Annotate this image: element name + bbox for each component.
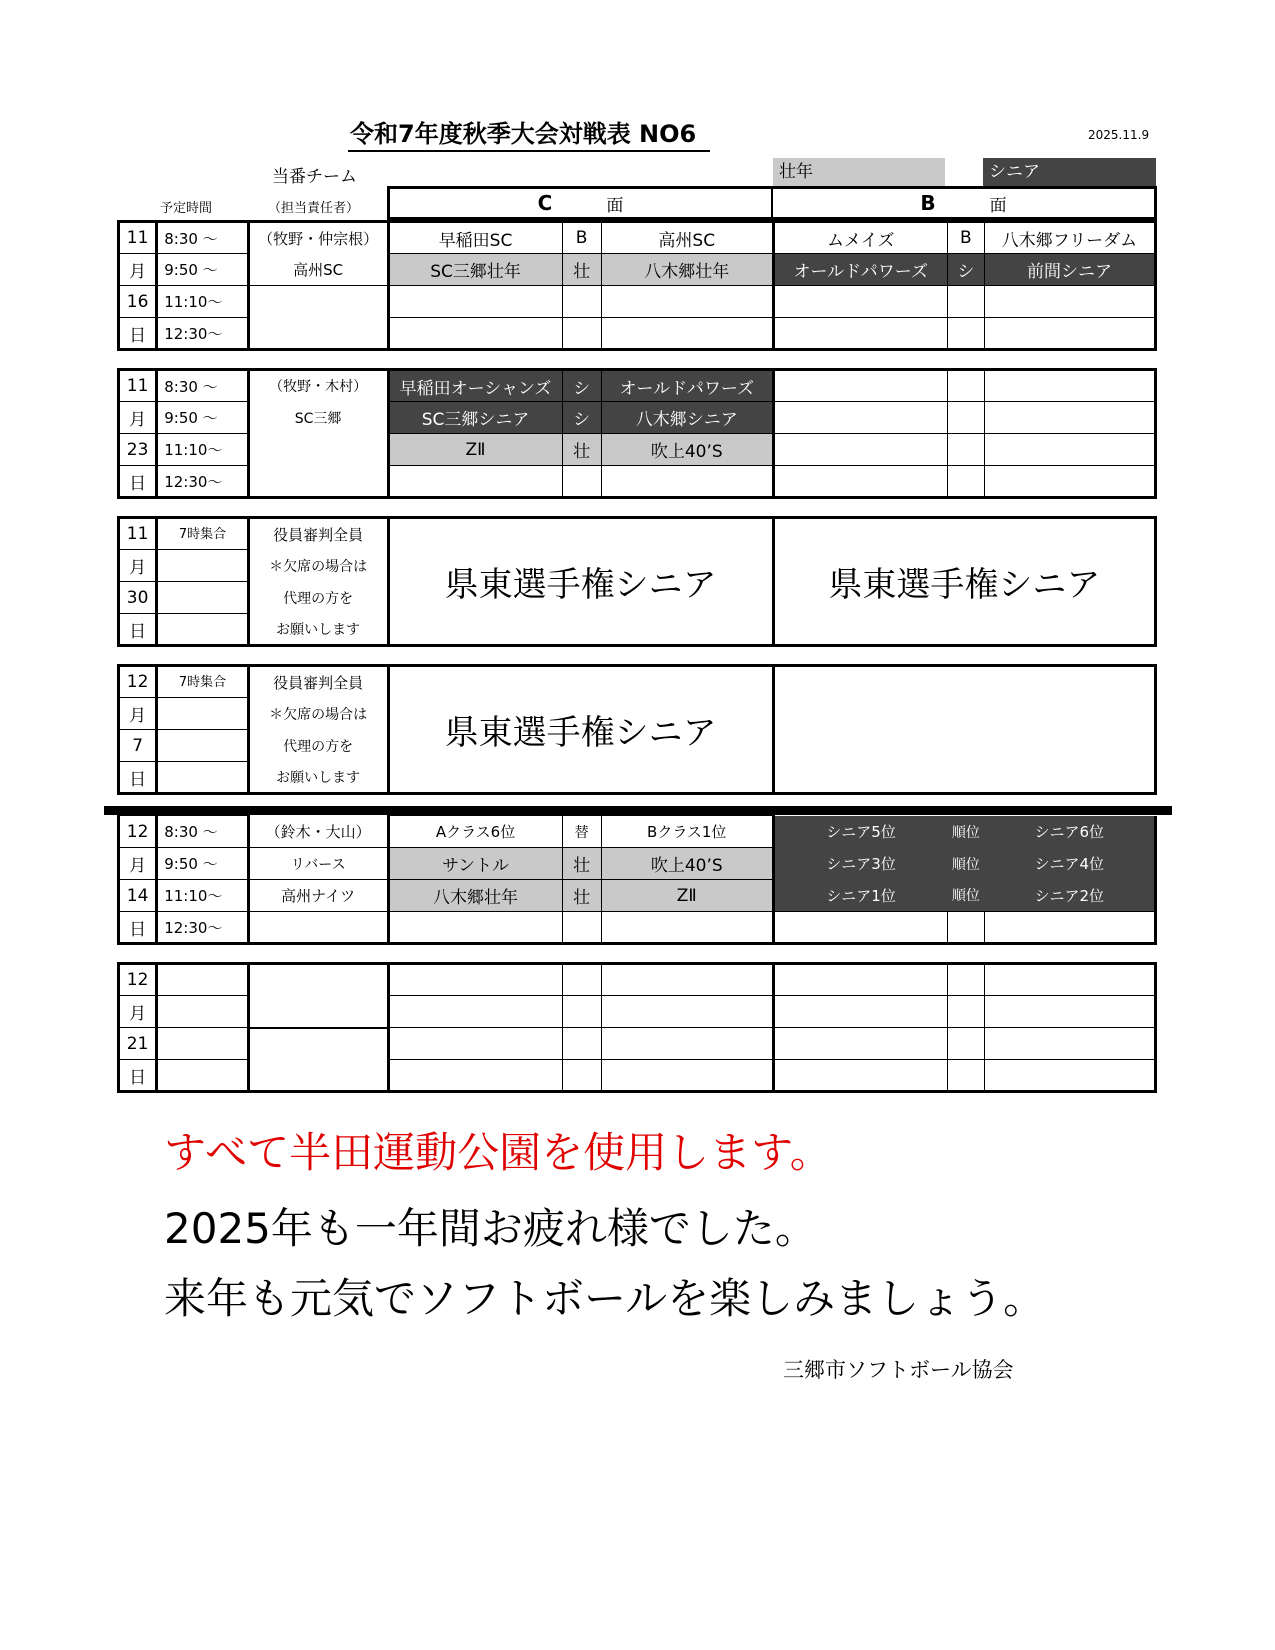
team-cell: シニア2位: [984, 880, 1155, 912]
match-type-cell: [562, 912, 601, 944]
team-cell: [601, 912, 773, 944]
notes-cell: 役員審判全員: [248, 518, 388, 550]
team-cell: [984, 1060, 1155, 1092]
match-type-cell: 替: [562, 816, 601, 848]
match-type-cell: [562, 466, 601, 498]
team-cell: [773, 1028, 947, 1060]
team-cell: [984, 318, 1155, 350]
match-type-cell: [947, 1060, 984, 1092]
date-cell: 14: [119, 880, 157, 912]
match-type-cell: [562, 1028, 601, 1060]
team-cell: ZⅡ: [601, 880, 773, 912]
event-cell: 県東選手権シニア: [388, 518, 773, 646]
match-type-cell: B: [562, 222, 601, 254]
team-cell: [388, 964, 562, 996]
match-type-cell: 壮: [562, 848, 601, 880]
match-type-cell: [947, 466, 984, 498]
table-row: [119, 912, 1156, 944]
date-cell: 12: [119, 666, 157, 698]
time-cell: [157, 614, 249, 646]
team-cell: [773, 1060, 947, 1092]
time-cell: [157, 1028, 249, 1060]
match-type-cell: [562, 964, 601, 996]
notes-cell: 役員審判全員: [248, 666, 388, 698]
date-cell: 21: [119, 1028, 157, 1060]
match-type-cell: [947, 1028, 984, 1060]
time-cell: 11:10～: [157, 434, 249, 466]
table-row: [119, 286, 1156, 318]
table-row: [119, 518, 1156, 550]
table-row: [119, 666, 1156, 698]
date-cell: 日: [119, 466, 157, 498]
date-cell: 11: [119, 222, 157, 254]
match-type-cell: [562, 286, 601, 318]
match-type-cell: [947, 286, 984, 318]
table-row: [119, 222, 1156, 254]
match-type-cell: シ: [562, 370, 601, 402]
schedule-block-nov16: [117, 220, 1157, 351]
team-cell: [388, 1060, 562, 1092]
responsible-cell: [248, 286, 388, 350]
match-type-cell: 壮: [562, 880, 601, 912]
court-header: [387, 186, 1157, 220]
court-c-suffix: 面: [606, 195, 624, 216]
team-cell: [601, 964, 773, 996]
team-cell: [601, 996, 773, 1028]
responsible-cell: [248, 466, 388, 498]
date-cell: 日: [119, 318, 157, 350]
responsible-label: （担当責任者）: [268, 201, 360, 216]
match-type-cell: [947, 964, 984, 996]
match-type-cell: [947, 996, 984, 1028]
time-cell: [157, 762, 249, 794]
date-cell: 16: [119, 286, 157, 318]
gather-time-cell: 7時集合: [157, 518, 249, 550]
time-cell: [157, 698, 249, 730]
team-cell: [984, 466, 1155, 498]
team-cell: [388, 912, 562, 944]
time-cell: [157, 996, 249, 1028]
responsible-cell: [248, 964, 388, 1028]
schedule-block-nov23: [117, 368, 1157, 499]
time-cell: [157, 582, 249, 614]
team-cell: ZⅡ: [388, 434, 562, 466]
team-cell: [388, 466, 562, 498]
match-type-cell: [562, 1060, 601, 1092]
time-cell: 11:10～: [157, 286, 249, 318]
time-cell: 8:30 ～: [157, 370, 249, 402]
table-row: [119, 848, 1156, 880]
court-c-letter: C: [537, 191, 553, 215]
responsible-cell: [248, 1028, 388, 1092]
match-type-cell: 壮: [562, 434, 601, 466]
date-cell: 月: [119, 402, 157, 434]
match-type-cell: 順位: [947, 848, 984, 880]
date-cell: 月: [119, 848, 157, 880]
team-cell: Bクラス1位: [601, 816, 773, 848]
table-row: [119, 370, 1156, 402]
team-cell: [984, 996, 1155, 1028]
notes-cell: お願いします: [248, 762, 388, 794]
responsible-cell: SC三郷: [248, 402, 388, 434]
table-row: [119, 254, 1156, 286]
time-cell: 9:50 ～: [157, 848, 249, 880]
time-cell: 12:30～: [157, 318, 249, 350]
responsible-cell: リバース: [248, 848, 388, 880]
team-cell: [773, 318, 947, 350]
issue-date: 2025.11.9: [1088, 128, 1150, 142]
team-cell: [773, 912, 947, 944]
event-cell: 県東選手権シニア: [773, 518, 1155, 646]
table-row: [119, 434, 1156, 466]
page-title: 令和7年度秋季大会対戦表 NO6: [348, 120, 710, 152]
notes-cell: 代理の方を: [248, 582, 388, 614]
date-cell: 月: [119, 996, 157, 1028]
table-row: [119, 964, 1156, 996]
match-type-cell: [947, 434, 984, 466]
event-cell: [773, 666, 1155, 794]
match-type-cell: 壮: [562, 254, 601, 286]
court-b-header: [773, 189, 1154, 217]
table-row: [119, 880, 1156, 912]
team-cell: [984, 402, 1155, 434]
date-cell: 日: [119, 912, 157, 944]
legend-mature: 壮年: [773, 158, 945, 186]
court-b-suffix: 面: [989, 195, 1007, 216]
match-type-cell: シ: [947, 254, 984, 286]
notes-cell: ＊欠席の場合は: [248, 698, 388, 730]
responsible-cell: （牧野・仲宗根）: [248, 222, 388, 254]
table-row: [119, 816, 1156, 848]
team-cell: [984, 370, 1155, 402]
date-cell: 月: [119, 698, 157, 730]
team-cell: [984, 286, 1155, 318]
scheduled-time-label: 予定時間: [160, 201, 213, 216]
time-cell: [157, 964, 249, 996]
date-cell: 30: [119, 582, 157, 614]
time-cell: 12:30～: [157, 466, 249, 498]
team-cell: [601, 1060, 773, 1092]
court-c-header: [390, 189, 773, 217]
team-cell: Aクラス6位: [388, 816, 562, 848]
notes-cell: ＊欠席の場合は: [248, 550, 388, 582]
team-cell: [601, 466, 773, 498]
responsible-cell: （鈴木・大山）: [248, 816, 388, 848]
team-cell: [388, 1028, 562, 1060]
team-cell: オールドパワーズ: [601, 370, 773, 402]
table-row: [119, 1028, 1156, 1060]
team-cell: [601, 318, 773, 350]
team-cell: 八木郷フリーダム: [984, 222, 1155, 254]
time-cell: 8:30 ～: [157, 816, 249, 848]
team-cell: [388, 286, 562, 318]
team-cell: [984, 912, 1155, 944]
team-cell: 吹上40’S: [601, 848, 773, 880]
team-cell: [773, 402, 947, 434]
team-cell: [984, 434, 1155, 466]
notes-cell: 代理の方を: [248, 730, 388, 762]
match-type-cell: 順位: [947, 816, 984, 848]
date-cell: 12: [119, 816, 157, 848]
team-cell: ムメイズ: [773, 222, 947, 254]
closing-message-line2: 来年も元気でソフトボールを楽しみましょう。: [164, 1274, 1046, 1323]
team-cell: シニア6位: [984, 816, 1155, 848]
team-cell: [601, 1028, 773, 1060]
match-type-cell: [947, 318, 984, 350]
team-cell: 高州SC: [601, 222, 773, 254]
team-cell: 八木郷壮年: [601, 254, 773, 286]
schedule-block-dec21: [117, 962, 1157, 1093]
time-cell: [157, 1060, 249, 1092]
section-divider: [104, 806, 1172, 815]
team-cell: 早稲田SC: [388, 222, 562, 254]
schedule-block-dec7: [117, 664, 1157, 795]
match-type-cell: [562, 318, 601, 350]
court-b-letter: B: [920, 191, 936, 215]
responsible-cell: [248, 434, 388, 466]
team-cell: [984, 1028, 1155, 1060]
date-cell: 日: [119, 614, 157, 646]
date-cell: 日: [119, 762, 157, 794]
schedule-block-nov30: [117, 516, 1157, 647]
date-cell: 日: [119, 1060, 157, 1092]
time-cell: [157, 550, 249, 582]
date-cell: 11: [119, 370, 157, 402]
team-cell: 八木郷シニア: [601, 402, 773, 434]
team-cell: [773, 434, 947, 466]
time-cell: 9:50 ～: [157, 254, 249, 286]
date-cell: 23: [119, 434, 157, 466]
date-cell: 月: [119, 550, 157, 582]
team-cell: [773, 466, 947, 498]
table-row: [119, 466, 1156, 498]
team-cell: [984, 964, 1155, 996]
venue-notice: すべて半田運動公園を使用します。: [164, 1128, 832, 1177]
schedule-block-dec14: [117, 815, 1157, 945]
time-cell: [157, 730, 249, 762]
team-cell: シニア1位: [773, 880, 947, 912]
responsible-cell: 高州SC: [248, 254, 388, 286]
time-cell: 11:10～: [157, 880, 249, 912]
match-type-cell: 順位: [947, 880, 984, 912]
gather-time-cell: 7時集合: [157, 666, 249, 698]
notes-cell: お願いします: [248, 614, 388, 646]
responsible-cell: （牧野・木村）: [248, 370, 388, 402]
team-cell: [773, 370, 947, 402]
team-cell: [388, 996, 562, 1028]
team-cell: シニア4位: [984, 848, 1155, 880]
team-cell: [773, 996, 947, 1028]
responsible-cell: 高州ナイツ: [248, 880, 388, 912]
team-cell: シニア5位: [773, 816, 947, 848]
time-cell: 12:30～: [157, 912, 249, 944]
match-type-cell: [562, 996, 601, 1028]
team-cell: [773, 286, 947, 318]
legend-senior: シニア: [983, 158, 1156, 186]
team-cell: 前間シニア: [984, 254, 1155, 286]
team-cell: [773, 964, 947, 996]
team-cell: サントル: [388, 848, 562, 880]
responsible-cell: [248, 912, 388, 944]
closing-message-line1: 2025年も一年間お疲れ様でした。: [164, 1204, 817, 1253]
match-type-cell: [947, 912, 984, 944]
table-row: [119, 402, 1156, 434]
date-cell: 月: [119, 254, 157, 286]
team-cell: SC三郷シニア: [388, 402, 562, 434]
event-cell: 県東選手権シニア: [388, 666, 773, 794]
duty-team-label: 当番チーム: [272, 167, 357, 187]
time-cell: 9:50 ～: [157, 402, 249, 434]
match-type-cell: [947, 370, 984, 402]
team-cell: オールドパワーズ: [773, 254, 947, 286]
date-cell: 12: [119, 964, 157, 996]
team-cell: 早稲田オーシャンズ: [388, 370, 562, 402]
team-cell: 吹上40’S: [601, 434, 773, 466]
match-type-cell: シ: [562, 402, 601, 434]
team-cell: シニア3位: [773, 848, 947, 880]
organization-name: 三郷市ソフトボール協会: [783, 1358, 1014, 1382]
date-cell: 11: [119, 518, 157, 550]
team-cell: [601, 286, 773, 318]
match-type-cell: B: [947, 222, 984, 254]
match-type-cell: [947, 402, 984, 434]
date-cell: 7: [119, 730, 157, 762]
team-cell: 八木郷壮年: [388, 880, 562, 912]
team-cell: SC三郷壮年: [388, 254, 562, 286]
time-cell: 8:30 ～: [157, 222, 249, 254]
team-cell: [388, 318, 562, 350]
